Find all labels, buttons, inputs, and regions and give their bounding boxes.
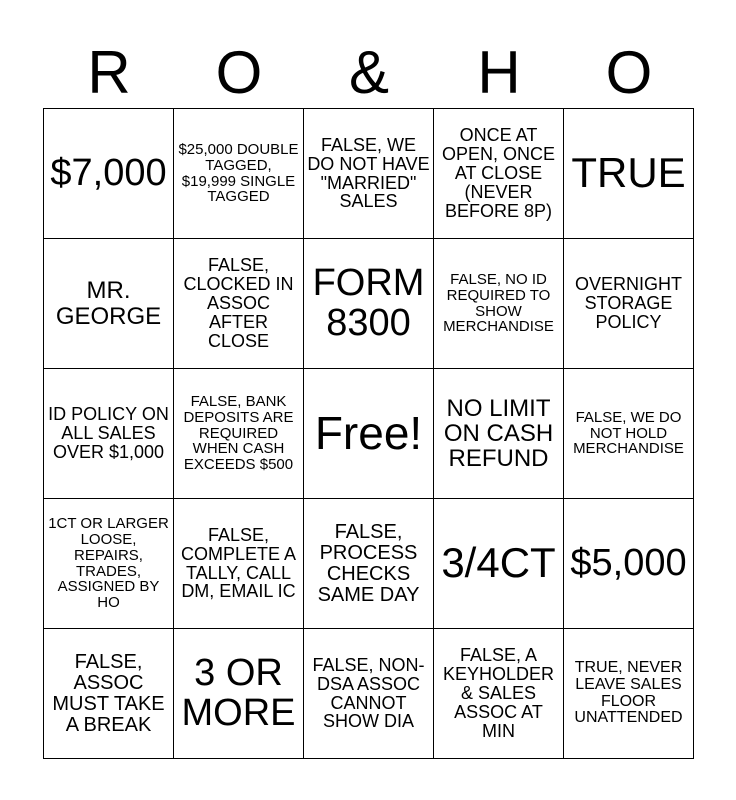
header-letter: & <box>348 39 390 106</box>
bingo-cell: FALSE, ASSOC MUST TAKE A BREAK <box>44 629 174 759</box>
bingo-cell: 3 OR MORE <box>174 629 304 759</box>
bingo-cell: $5,000 <box>564 499 694 629</box>
bingo-cell: FORM 8300 <box>304 239 434 369</box>
bingo-cell: $25,000 DOUBLE TAGGED, $19,999 SINGLE TAGGED <box>174 109 304 239</box>
header-letter: R <box>87 39 131 106</box>
bingo-cell: OVERNIGHT STORAGE POLICY <box>564 239 694 369</box>
bingo-header <box>44 40 694 106</box>
bingo-cell: NO LIMIT ON CASH REFUND <box>434 369 564 499</box>
bingo-cell: ONCE AT OPEN, ONCE AT CLOSE (NEVER BEFORE 8P) <box>434 109 564 239</box>
bingo-cell: $7,000 <box>44 109 174 239</box>
bingo-cell: FALSE, COMPLETE A TALLY, CALL DM, EMAIL IC <box>174 499 304 629</box>
bingo-cell: FALSE, A KEYHOLDER & SALES ASSOC AT MIN <box>434 629 564 759</box>
bingo-cell: FALSE, WE DO NOT HOLD MERCHANDISE <box>564 369 694 499</box>
header-letter: H <box>477 39 521 106</box>
bingo-cell: FALSE, BANK DEPOSITS ARE REQUIRED WHEN CASH EXCEEDS $500 <box>174 369 304 499</box>
bingo-row <box>44 499 694 629</box>
bingo-cell: FALSE, PROCESS CHECKS SAME DAY <box>304 499 434 629</box>
bingo-row <box>44 629 694 759</box>
bingo-row <box>44 239 694 369</box>
bingo-cell: FALSE, CLOCKED IN ASSOC AFTER CLOSE <box>174 239 304 369</box>
bingo-cell: FALSE, NON-DSA ASSOC CANNOT SHOW DIA <box>304 629 434 759</box>
header-letter: O <box>215 39 263 106</box>
bingo-row <box>44 369 694 499</box>
bingo-card <box>43 108 694 759</box>
bingo-cell: 3/4CT <box>434 499 564 629</box>
bingo-row <box>44 109 694 239</box>
bingo-cell: TRUE <box>564 109 694 239</box>
header-letter: O <box>605 39 653 106</box>
bingo-cell: ID POLICY ON ALL SALES OVER $1,000 <box>44 369 174 499</box>
bingo-cell: TRUE, NEVER LEAVE SALES FLOOR UNATTENDED <box>564 629 694 759</box>
bingo-cell: FALSE, NO ID REQUIRED TO SHOW MERCHANDISE <box>434 239 564 369</box>
free-space: Free! <box>304 369 434 499</box>
bingo-cell: FALSE, WE DO NOT HAVE "MARRIED" SALES <box>304 109 434 239</box>
bingo-cell: 1CT OR LARGER LOOSE, REPAIRS, TRADES, ASSIGNED BY HO <box>44 499 174 629</box>
bingo-cell: MR. GEORGE <box>44 239 174 369</box>
